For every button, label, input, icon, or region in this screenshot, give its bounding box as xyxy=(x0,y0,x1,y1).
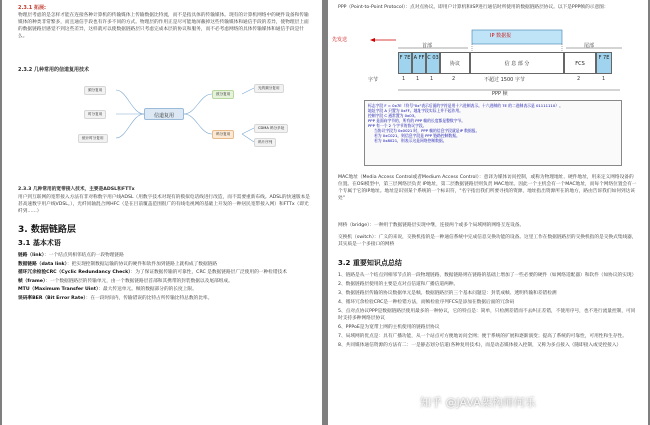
paragraph-ppp: PPP（Point-to-Point Protocol）：点对点协议。即用户计算机和ISP进行通信时所使用的数据链路层协议。以下是PPP帧的示意图： xyxy=(338,5,609,10)
note-item: 若为 0xC021，则信息字段是 PPP 链路控制数据。 xyxy=(374,133,460,138)
list-item: 7、局域网的优点是：具有广播功能，从一个站点可方便地访问全网；便于系统的扩展和逐渐演变；提高了系统的可靠性，可用性和生存性。 xyxy=(338,334,627,339)
ppp-frame-diagram xyxy=(332,18,622,100)
mindmap-node-tdm: 时分复用 xyxy=(84,110,106,119)
right-page xyxy=(328,0,648,425)
byte-count-protocol: 2 xyxy=(452,76,456,82)
note-item: 标志字段 F = 0x7E（符号"0x"表示后面的字符是用十六进制表示。十六进制的 7E 的二进制表示是 01111110）。 xyxy=(368,103,563,108)
note-item: 地址字段 A 只置为 0xFF。地址字段实际上并不起作用。 xyxy=(368,108,463,113)
list-item: 3、数据链路层传输的协议数据单元是帧。数据链路层的三个基本问题是：封装成帧、透明传输和差错检测 xyxy=(338,291,557,296)
glossary-item: 数据链路（data link）：把实现控制数据运输的协议的硬件和软件加到链路上就构成了数据链路 xyxy=(18,261,218,267)
list-item: 4、循环冗余检验CRC是一种检错方法，而帧检验序列FCS是添加在数据后面的冗余码 xyxy=(338,300,515,305)
paragraph-mac: MAC地址（Media Access Control或者Medium Access Control）：意译为媒体访问控制，或称为物理地址、硬件地址，用来定义网络设备的位置。在OSI模型中，第三层网络层负责 IP地址，第二层数据链路层则负责 MAC地址。因此一个主机会有一个MAC地址，而每个网络位置会有一个专属于它的IP地址。地址是识别某个系统的一个标识符，"名字指出我们所要寻找的资源，地址指出资源所在的地方，路由告诉我们如何到达该处" xyxy=(338,175,637,201)
field-protocol: 协议 xyxy=(440,52,470,74)
byte-count-c: 1 xyxy=(430,76,434,82)
glossary xyxy=(18,252,310,303)
multiplexing-mindmap xyxy=(72,78,312,160)
bytes-label: 字节 xyxy=(368,77,379,83)
paragraph-physical-layer: 物理层考虑的是怎样才能在连接各种计算机的传输媒体上传输数据比特流，而不是指具体的传输媒体。现有的计算机网络中的硬件设备和传输媒体的种类非常繁多，而且通信手段也有许多不同的方式。物理层的作用正是尽可能地屏蔽掉这些传输媒体和通信手段的差异，使物理层上面的数据链路层感觉不到这些差异，这样就可以使数据链路层只考虑完成本层的协议和服务，而不必考虑网络的具体传输媒体和通信手段是什么。 xyxy=(18,13,309,39)
mindmap-node-cdm: 码分复用 xyxy=(212,130,234,139)
heading-2-3-1: 2.3.1 拓展: xyxy=(18,5,46,11)
section-3-1-title: 3.1 基本术语 xyxy=(18,239,61,247)
paragraph-broadband: 用户到互联网的宽带接入方法有非对称数字用户线ADSL（用数字技术对现有的模拟电话线进行改造，而不需要重新布线。ADSL的快速版本是甚高速数字用户线VDSL。），光纤同轴混合网HFC（是在目前覆盖范围很广的有线电视网的基础上开发的一种居民宽带接入网）和FTTx（即光纤到……） xyxy=(18,195,310,214)
byte-count-fcs: 2 xyxy=(577,76,581,82)
zhihu-watermark: 知乎 @JAVA架构师何乐 xyxy=(420,396,536,409)
mindmap-node-wdm: 波分复用 xyxy=(212,90,234,99)
note-item: 若为 0x8021，则表示这是网络控制数据。 xyxy=(374,138,447,143)
field-address: A FF xyxy=(412,52,426,74)
field-control: C 03 xyxy=(426,52,440,74)
ip-datagram-box xyxy=(472,30,562,44)
byte-count-f: 1 xyxy=(402,76,406,82)
field-fcs: FCS xyxy=(564,52,596,74)
field-flag-end: F 7E xyxy=(596,52,612,74)
byte-count-flag: 1 xyxy=(602,76,606,82)
paragraph-bridge: 网桥（bridge）：一种用于数据链路层实现中继，连接两个或多个局域网的网络互连设备。 xyxy=(338,223,525,228)
paragraph-switch: 交换机（switch）：广义的来说，交换机指的是一种通信系统中完成信息交换功能的设备。这里工作在数据链路层的交换机指的是交换式集线器，其实质是一个多接口的网桥 xyxy=(338,235,637,247)
mindmap-leaf-chip-sequence: 码片序列 xyxy=(254,138,276,147)
send-arrowhead xyxy=(370,38,375,42)
chapter-title: 3. 数据链路层 xyxy=(18,225,76,235)
byte-count-info: 不超过 1500 字节 xyxy=(484,77,525,83)
list-item: 8、共同媒体通信资源的方法有二：一是静态划分信道(各种复用技术)，而是动态媒体接入控制，又称为多点接入（随即接入或受控接入） xyxy=(338,343,622,348)
mindmap-leaf-optical-fdm: 光的频分复用 xyxy=(254,84,284,93)
list-item: 5、点对点协议PPP是数据链路层使用最多的一种协议，它的特点是：简单，只检测差错而不去纠正差错，不使用序号，也不进行流量控制，可同时支持多种网络层协议 xyxy=(338,309,636,321)
ppp-notes-box xyxy=(364,100,622,166)
byte-count-a: 1 xyxy=(416,76,420,82)
glossary-item: 帧（frame）：一个数据链路层的传输单元，由一个数据链路层首部和其携带的封装数据以及尾部组成。 xyxy=(18,278,233,284)
glossary-item: 误码率BER（Bit Error Rate）：在一段时间内，传输错误的比特占所传输比特总数的比率。 xyxy=(18,295,213,301)
trailer-label: 尾部 xyxy=(584,43,595,49)
mindmap-node-stdm: 统计时分复用 xyxy=(78,134,108,143)
left-page xyxy=(2,0,322,425)
ppp-frame-label: PPP 帧 xyxy=(492,91,508,97)
list-item: 6、PPPoE是为宽带上网的主机使用的链路层协议 xyxy=(338,325,440,330)
heading-2-3-3: 2.3.3 几种常用的宽带接入技术，主要是ADSL和FTTx xyxy=(18,187,135,192)
mindmap-node-fdm: 频分复用 xyxy=(84,86,106,95)
section-3-2-title: 3.2 重要知识点总结 xyxy=(338,259,402,267)
list-item: 2、数据链路层使用的主要是点对点信道和广播信道两种。 xyxy=(338,282,459,287)
glossary-item: MTU（Maximum Transfer Uint）：最大传送单元。帧的数据部分的的长度上限。 xyxy=(18,287,197,292)
field-flag-start: F 7E xyxy=(398,52,412,74)
list-item: 1、链路是从一个结点到相邻节点的一段物理链路，数据链路则在链路的基础上增加了一些必要的硬件（如网络适配器）和软件（如协议的实现） xyxy=(338,273,637,278)
note-item: PPP 是面向字节的，所有的 PPP 帧的长度都是整数字节。 xyxy=(368,118,466,123)
glossary-item: 链路（link）：一个结点到相邻结点的一段物理链路 xyxy=(18,253,124,258)
ip-datagram-label: IP 数据报 xyxy=(490,33,512,39)
note-item: 当协议字段为 0x0021 时，PPP 帧的信息字段就是IP 数据报。 xyxy=(374,128,480,133)
send-first-label: 先发送 xyxy=(332,37,348,43)
header-label: 首部 xyxy=(422,43,433,49)
mindmap-leaf-cdma: CDMA 码分多址 xyxy=(254,124,288,133)
knowledge-list xyxy=(338,272,638,351)
heading-2-3-2: 2.3.2 几种常用的信道复用技术 xyxy=(18,67,89,73)
note-item: 控制字段 C 通常置为 0x03。 xyxy=(368,113,418,118)
mindmap-center-node: 信道复用 xyxy=(144,108,184,120)
glossary-item: 循环冗余检验CRC（Cyclic Redundancy Check）：为了保证数据传输的可靠性，CRC 是数据链路层广泛使用的一种检错技术 xyxy=(18,270,287,275)
note-item: PPP 有一个 2 个字节的协议字段。 xyxy=(368,123,427,128)
field-information: 信 息 部 分 xyxy=(470,52,564,74)
